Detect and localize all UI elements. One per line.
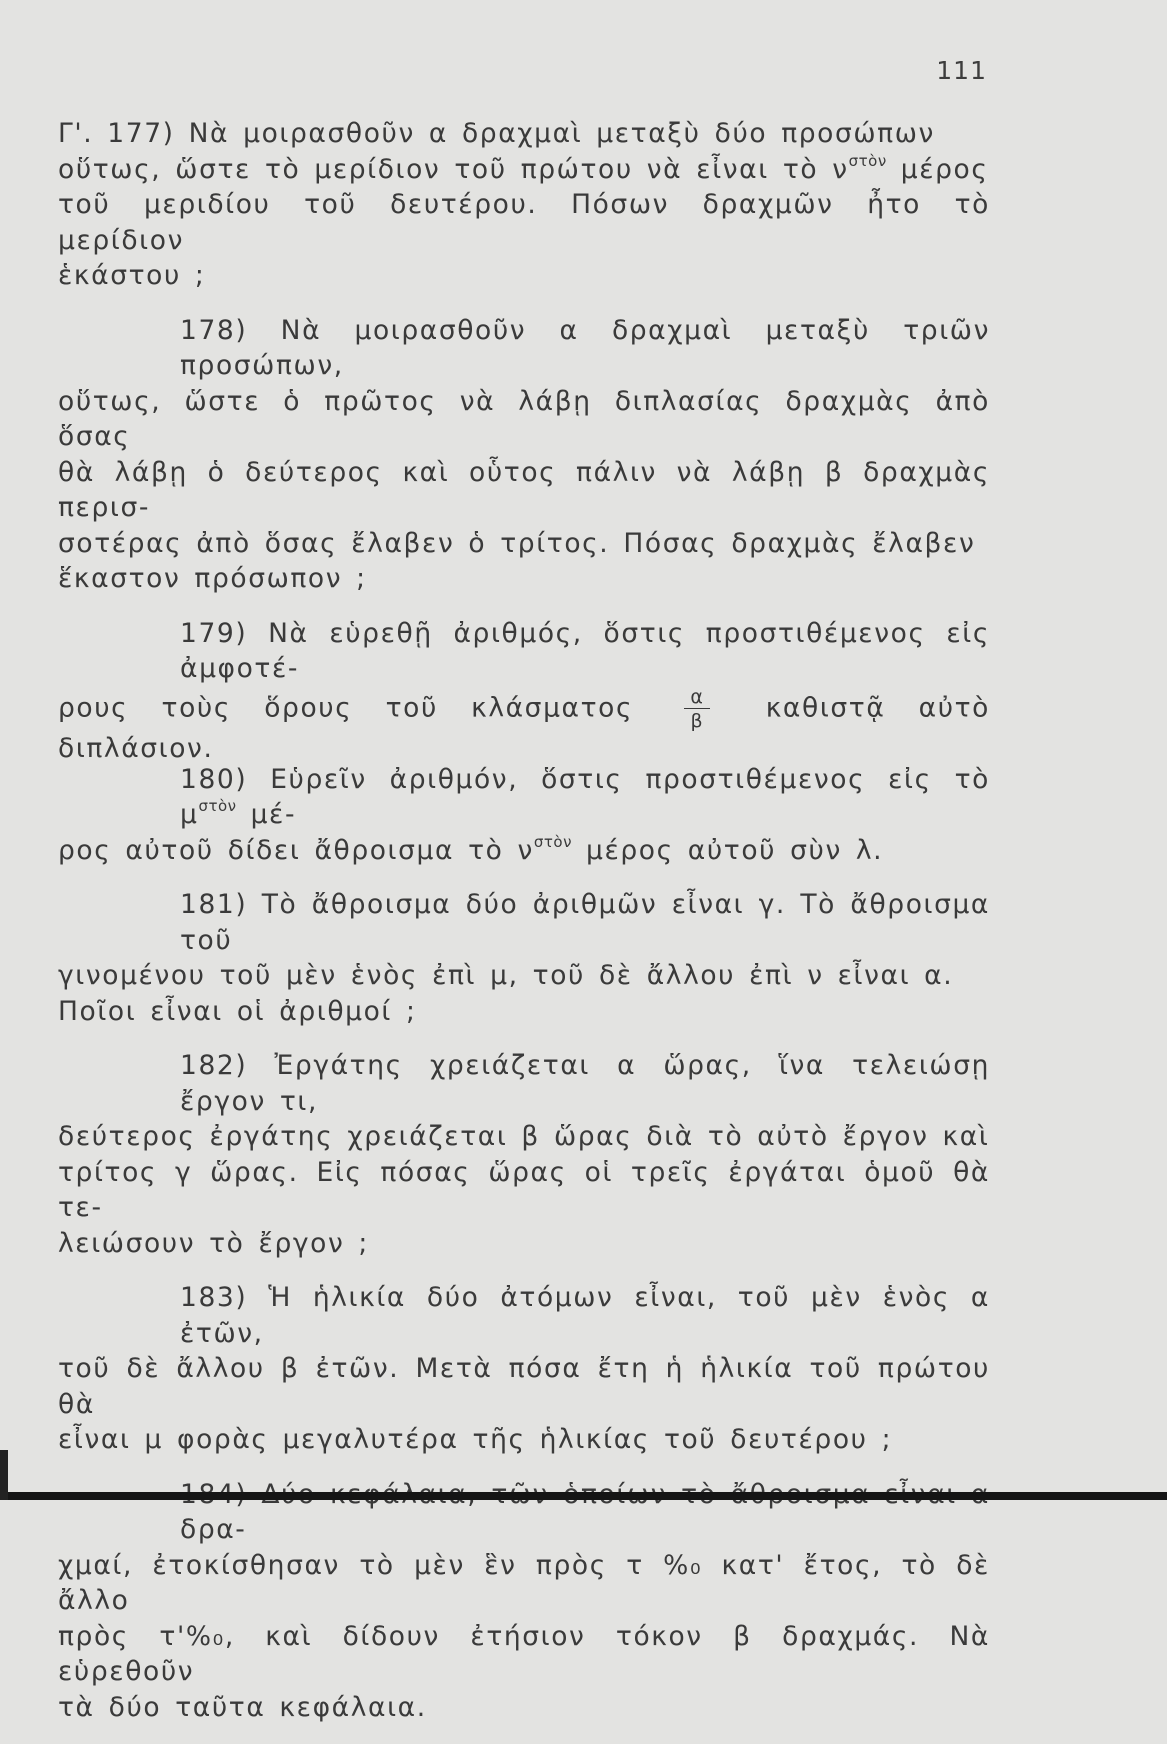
problem-181-line-1: 181) Τὸ ἄθροισμα δύο ἀριθμῶν εἶναι γ. Τὸ ἄθροισμα τοῦ — [180, 889, 990, 956]
problem-179-line-2 — [58, 685, 990, 764]
problem-177-line-2-tail: μέρος — [886, 153, 989, 185]
problem-180-line-1 — [58, 762, 990, 833]
problem-180-line-2 — [58, 833, 990, 869]
problem-181-line-3: Ποῖοι εἶναι οἱ ἀριθμοί ; — [58, 995, 417, 1027]
problem-178-line-2: οὕτως, ὥστε ὁ πρῶτος νὰ λάβῃ διπλασίας δραχμὰς ἀπὸ ὅσας — [58, 385, 990, 452]
problem-179-line-2-text: ρους τοὺς ὅρους τοῦ κλάσματος — [58, 692, 634, 723]
scan-left-edge — [0, 1450, 8, 1500]
fraction-alpha-over-beta — [684, 687, 710, 731]
problem-179-line-1: 179) Νὰ εὑρεθῇ ἀριθμός, ὅστις προστιθέμενος εἰς ἀμφοτέ- — [180, 617, 990, 684]
problem-178-line-1: 178) Νὰ μοιρασθοῦν α δραχμαὶ μεταξὺ τριῶν προσώπων, — [180, 314, 990, 381]
fraction-denominator: β — [690, 709, 705, 732]
problem-183 — [58, 1280, 990, 1458]
problem-177-line-4: ἑκάστου ; — [58, 260, 206, 291]
problem-183-line-2: τοῦ δὲ ἄλλου β ἐτῶν. Μετὰ πόσα ἔτη ἡ ἡλικία τοῦ πρώτου θὰ — [58, 1353, 990, 1420]
problem-182-line-3: τρίτος γ ὥρας. Εἰς πόσας ὥρας οἱ τρεῖς ἐργάται ὁμοῦ θὰ τε- — [58, 1156, 990, 1223]
problem-180-line-1-text: 180) Εὑρεῖν ἀριθμόν, ὅστις προστιθέμενος εἰς τὸ μ — [180, 763, 990, 830]
problem-178-line-4: σοτέρας ἀπὸ ὅσας ἔλαβεν ὁ τρίτος. Πόσας δραχμὰς ἔλαβεν — [58, 527, 976, 559]
problem-181 — [58, 887, 990, 1029]
problem-179 — [58, 616, 990, 764]
problem-180-superscript-2: στὸν — [533, 832, 572, 851]
problem-183-line-3: εἶναι μ φορὰς μεγαλυτέρα τῆς ἡλικίας τοῦ δευτέρου ; — [58, 1424, 893, 1455]
problem-182-line-2: δεύτερος ἐργάτης χρειάζεται β ὥρας διὰ τὸ αὐτὸ ἔργον καὶ — [58, 1121, 990, 1152]
problem-180-line-2-text: ρος αὐτοῦ δίδει ἄθροισμα τὸ ν — [58, 834, 534, 866]
problem-177-line-3: τοῦ μεριδίου τοῦ δευτέρου. Πόσων δραχμῶν ἦτο τὸ μερίδιον — [58, 189, 990, 256]
problem-177-line-1: Γ'. 177) Νὰ μοιρασθοῦν α δραχμαὶ μεταξὺ δύο προσώπων — [58, 118, 935, 149]
problem-177-superscript: στὸν — [848, 151, 887, 170]
problem-180-line-1-tail: μέ- — [250, 799, 297, 830]
problem-183-line-1: 183) Ἡ ἡλικία δύο ἀτόμων εἶναι, τοῦ μὲν ἑνὸς α ἐτῶν, — [180, 1282, 990, 1349]
problem-182-line-1: 182) Ἐργάτης χρειάζεται α ὥρας, ἵνα τελειώσῃ ἔργον τι, — [180, 1050, 990, 1117]
problem-180-superscript-1: στὸν — [198, 797, 237, 815]
problem-184 — [58, 1477, 990, 1726]
problem-182 — [58, 1048, 990, 1261]
problem-181-line-2: γινομένου τοῦ μὲν ἑνὸς ἐπὶ μ, τοῦ δὲ ἄλλου ἐπὶ ν εἶναι α. — [58, 960, 954, 991]
problem-177-line-2 — [58, 152, 990, 188]
problem-180-line-2-tail: μέρος αὐτοῦ σὺν λ. — [586, 834, 884, 866]
problem-184-line-2: χμαί, ἐτοκίσθησαν τὸ μὲν ἓν πρὸς τ %₀ κατ' ἔτος, τὸ δὲ ἄλλο — [58, 1549, 990, 1616]
problem-184-line-4: τὰ δύο ταῦτα κεφάλαια. — [58, 1691, 427, 1723]
problem-180 — [58, 762, 990, 869]
problem-184-line-3: πρὸς τ'%₀, καὶ δίδουν ἐτήσιον τόκον β δραχμάς. Νὰ εὑρεθοῦν — [58, 1620, 990, 1687]
problem-178-line-5: ἕκαστον πρόσωπον ; — [58, 563, 367, 594]
page-number: 111 — [936, 56, 987, 85]
scan-bottom-edge — [0, 1492, 1167, 1500]
problem-179-line-2-tail: καθιστᾷ αὐτὸ διπλάσιον. — [58, 692, 990, 764]
problem-177-line-2-text: οὕτως, ὥστε τὸ μερίδιον τοῦ πρώτου νὰ εἶναι τὸ ν — [58, 153, 849, 185]
problem-182-line-4: λειώσουν τὸ ἔργον ; — [58, 1227, 369, 1259]
problem-184-line-1: δρα- — [180, 1514, 247, 1545]
fraction-numerator: α — [684, 687, 710, 709]
problem-177 — [58, 116, 990, 294]
problem-178-line-3: θὰ λάβῃ ὁ δεύτερος καὶ οὗτος πάλιν νὰ λάβῃ β δραχμὰς περισ- — [58, 456, 990, 523]
problem-178 — [58, 313, 990, 597]
